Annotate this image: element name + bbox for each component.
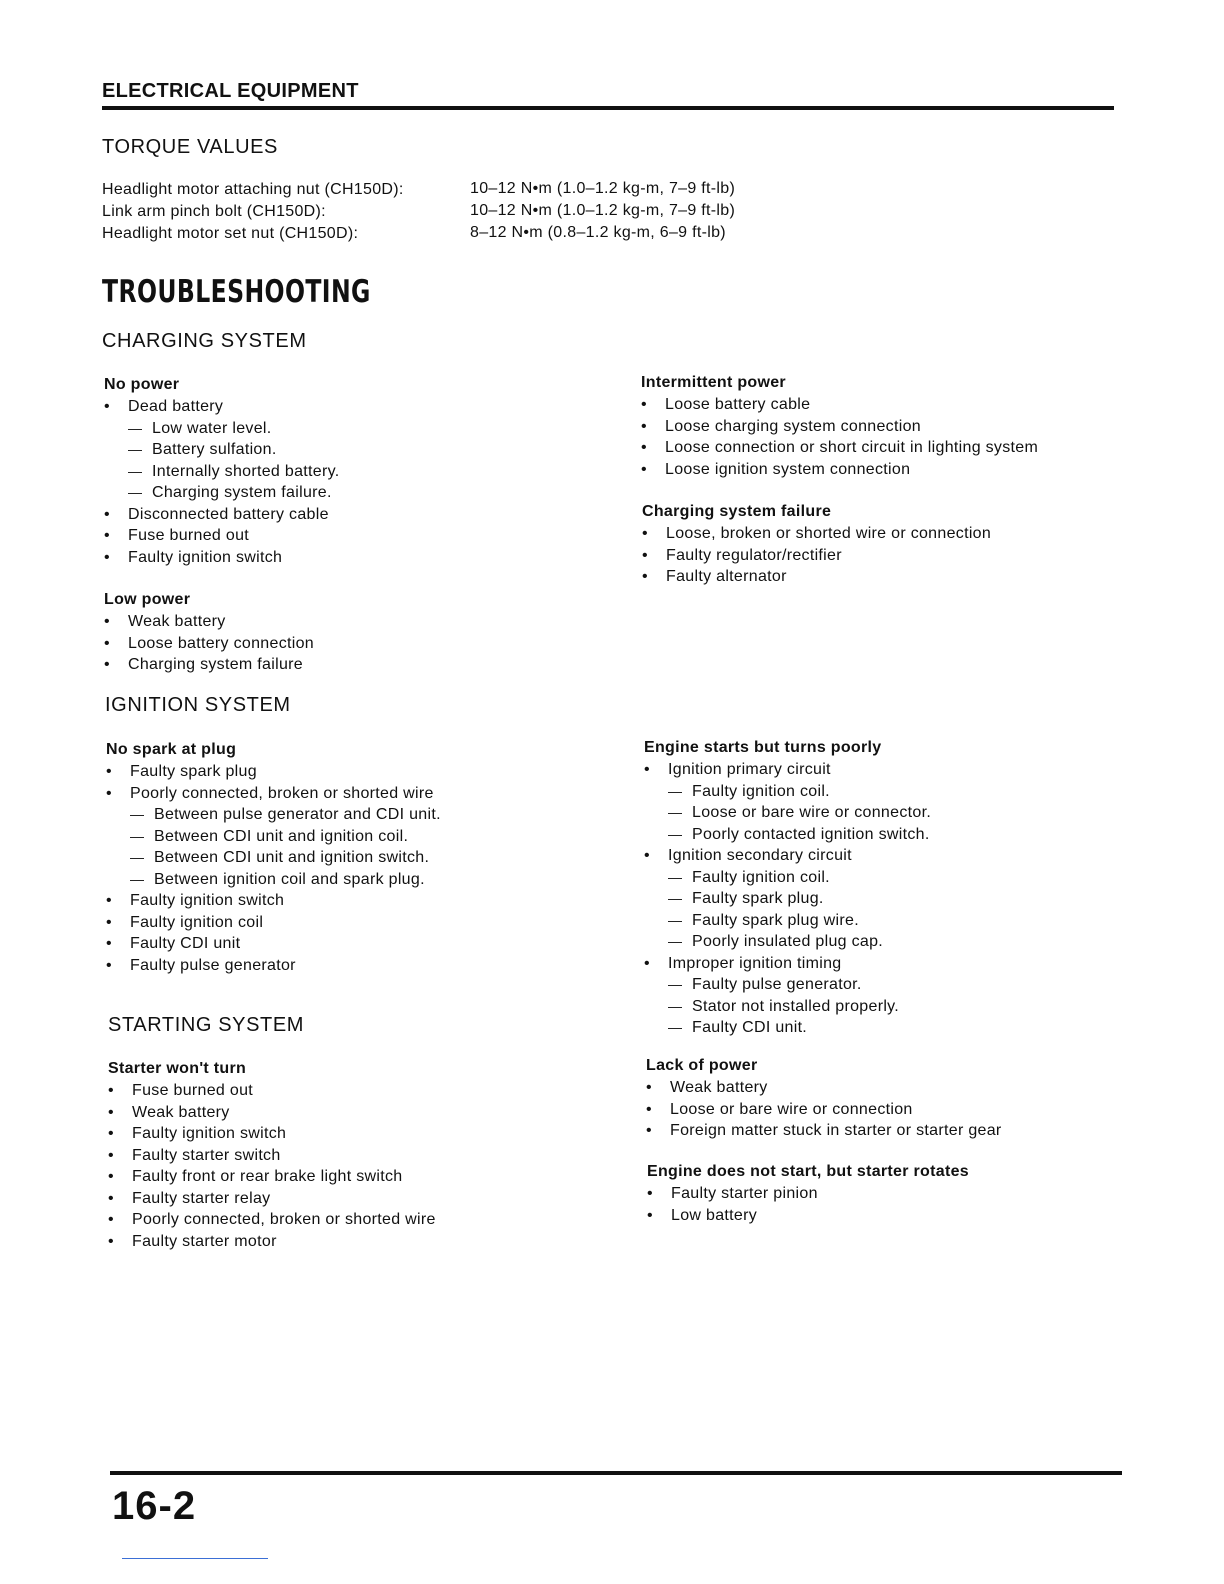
list-item: • Ignition secondary circuit — [644, 845, 931, 867]
sub-item: — Internally shorted battery. — [104, 461, 339, 483]
list-item: • Faulty starter pinion — [647, 1183, 969, 1205]
page-title: TROUBLESHOOTING — [102, 274, 371, 310]
sub-item: — Between pulse generator and CDI unit. — [106, 804, 441, 826]
starter-wont-turn-block — [108, 1058, 436, 1252]
starts-poorly-block — [644, 737, 931, 1039]
sub-item: — Battery sulfation. — [104, 439, 339, 461]
ignition-system-heading: IGNITION SYSTEM — [105, 694, 291, 716]
list-item: • Loose, broken or shorted wire or connection — [642, 523, 991, 545]
list-item: • Faulty ignition coil — [106, 912, 441, 934]
list-item: • Ignition primary circuit — [644, 759, 931, 781]
block-title: No power — [104, 376, 180, 393]
list-item: • Weak battery — [104, 611, 314, 633]
list-item: • Poorly connected, broken or shorted wire — [108, 1209, 436, 1231]
block-title: Engine does not start, but starter rotates — [647, 1163, 969, 1180]
sub-item: — Faulty spark plug. — [644, 888, 931, 910]
list-item: • Faulty regulator/rectifier — [642, 545, 991, 567]
torque-label: Link arm pinch bolt (CH150D): — [102, 203, 326, 220]
list-item: • Loose battery connection — [104, 633, 314, 655]
sub-item: — Poorly insulated plug cap. — [644, 931, 931, 953]
list-item: • Faulty ignition switch — [106, 890, 441, 912]
list-item: • Loose battery cable — [641, 394, 1038, 416]
starter-rotates-block — [647, 1161, 969, 1226]
footer-rule — [110, 1471, 1122, 1475]
block-title: No spark at plug — [106, 741, 237, 758]
list-item: • Faulty ignition switch — [104, 547, 339, 569]
sub-item: — Between CDI unit and ignition coil. — [106, 826, 441, 848]
list-item: • Fuse burned out — [108, 1080, 436, 1102]
list-item: • Faulty pulse generator — [106, 955, 441, 977]
list-item: • Poorly connected, broken or shorted wire — [106, 783, 441, 805]
list-item: • Faulty starter switch — [108, 1145, 436, 1167]
block-title: Charging system failure — [642, 503, 832, 520]
page-header: ELECTRICAL EQUIPMENT — [102, 80, 359, 102]
list-item: • Charging system failure — [104, 654, 314, 676]
sub-item: — Loose or bare wire or connector. — [644, 802, 931, 824]
list-item: • Dead battery — [104, 396, 339, 418]
sub-item: — Faulty CDI unit. — [644, 1017, 931, 1039]
low-power-block — [104, 589, 314, 676]
charging-failure-block — [642, 501, 991, 588]
block-title: Intermittent power — [641, 374, 786, 391]
block-title: Starter won't turn — [108, 1060, 247, 1077]
torque-values-heading: TORQUE VALUES — [102, 136, 278, 158]
list-item: • Faulty spark plug — [106, 761, 441, 783]
link-underline — [122, 1558, 268, 1559]
list-item: • Low battery — [647, 1205, 969, 1227]
sub-item: — Faulty spark plug wire. — [644, 910, 931, 932]
sub-item: — Charging system failure. — [104, 482, 339, 504]
list-item: • Fuse burned out — [104, 525, 339, 547]
block-title: Lack of power — [646, 1057, 758, 1074]
list-item: • Faulty alternator — [642, 566, 991, 588]
list-item: • Weak battery — [108, 1102, 436, 1124]
sub-item: — Low water level. — [104, 418, 339, 440]
no-power-block — [104, 374, 339, 568]
list-item: • Faulty ignition switch — [108, 1123, 436, 1145]
torque-values — [470, 178, 735, 244]
list-item: • Faulty starter relay — [108, 1188, 436, 1210]
no-spark-block — [106, 739, 441, 976]
list-item: • Faulty starter motor — [108, 1231, 436, 1253]
sub-item: — Faulty pulse generator. — [644, 974, 931, 996]
torque-labels — [102, 179, 404, 245]
charging-system-heading: CHARGING SYSTEM — [102, 330, 307, 352]
list-item: • Faulty front or rear brake light switch — [108, 1166, 436, 1188]
list-item: • Loose charging system connection — [641, 416, 1038, 438]
torque-value: 10–12 N•m (1.0–1.2 kg-m, 7–9 ft-lb) — [470, 202, 736, 219]
block-title: Low power — [104, 591, 191, 608]
torque-label: Headlight motor attaching nut (CH150D): — [102, 181, 404, 198]
lack-of-power-block — [646, 1055, 1002, 1142]
list-item: • Improper ignition timing — [644, 953, 931, 975]
torque-label: Headlight motor set nut (CH150D): — [102, 225, 359, 242]
block-title: Engine starts but turns poorly — [644, 739, 882, 756]
sub-item: — Stator not installed properly. — [644, 996, 931, 1018]
sub-item: — Poorly contacted ignition switch. — [644, 824, 931, 846]
list-item: • Foreign matter stuck in starter or starter gear — [646, 1120, 1002, 1142]
list-item: • Faulty CDI unit — [106, 933, 441, 955]
list-item: • Disconnected battery cable — [104, 504, 339, 526]
sub-item: — Faulty ignition coil. — [644, 781, 931, 803]
header-rule — [102, 106, 1114, 110]
torque-value: 10–12 N•m (1.0–1.2 kg-m, 7–9 ft-lb) — [470, 180, 736, 197]
sub-item: — Between ignition coil and spark plug. — [106, 869, 441, 891]
intermittent-power-block — [641, 372, 1038, 480]
torque-value: 8–12 N•m (0.8–1.2 kg-m, 6–9 ft-lb) — [470, 224, 726, 241]
page-number: 16-2 — [112, 1484, 197, 1528]
starting-system-heading: STARTING SYSTEM — [108, 1014, 305, 1036]
sub-item: — Between CDI unit and ignition switch. — [106, 847, 441, 869]
list-item: • Loose or bare wire or connection — [646, 1099, 1002, 1121]
list-item: • Loose connection or short circuit in lighting system — [641, 437, 1038, 459]
list-item: • Loose ignition system connection — [641, 459, 1038, 481]
list-item: • Weak battery — [646, 1077, 1002, 1099]
sub-item: — Faulty ignition coil. — [644, 867, 931, 889]
